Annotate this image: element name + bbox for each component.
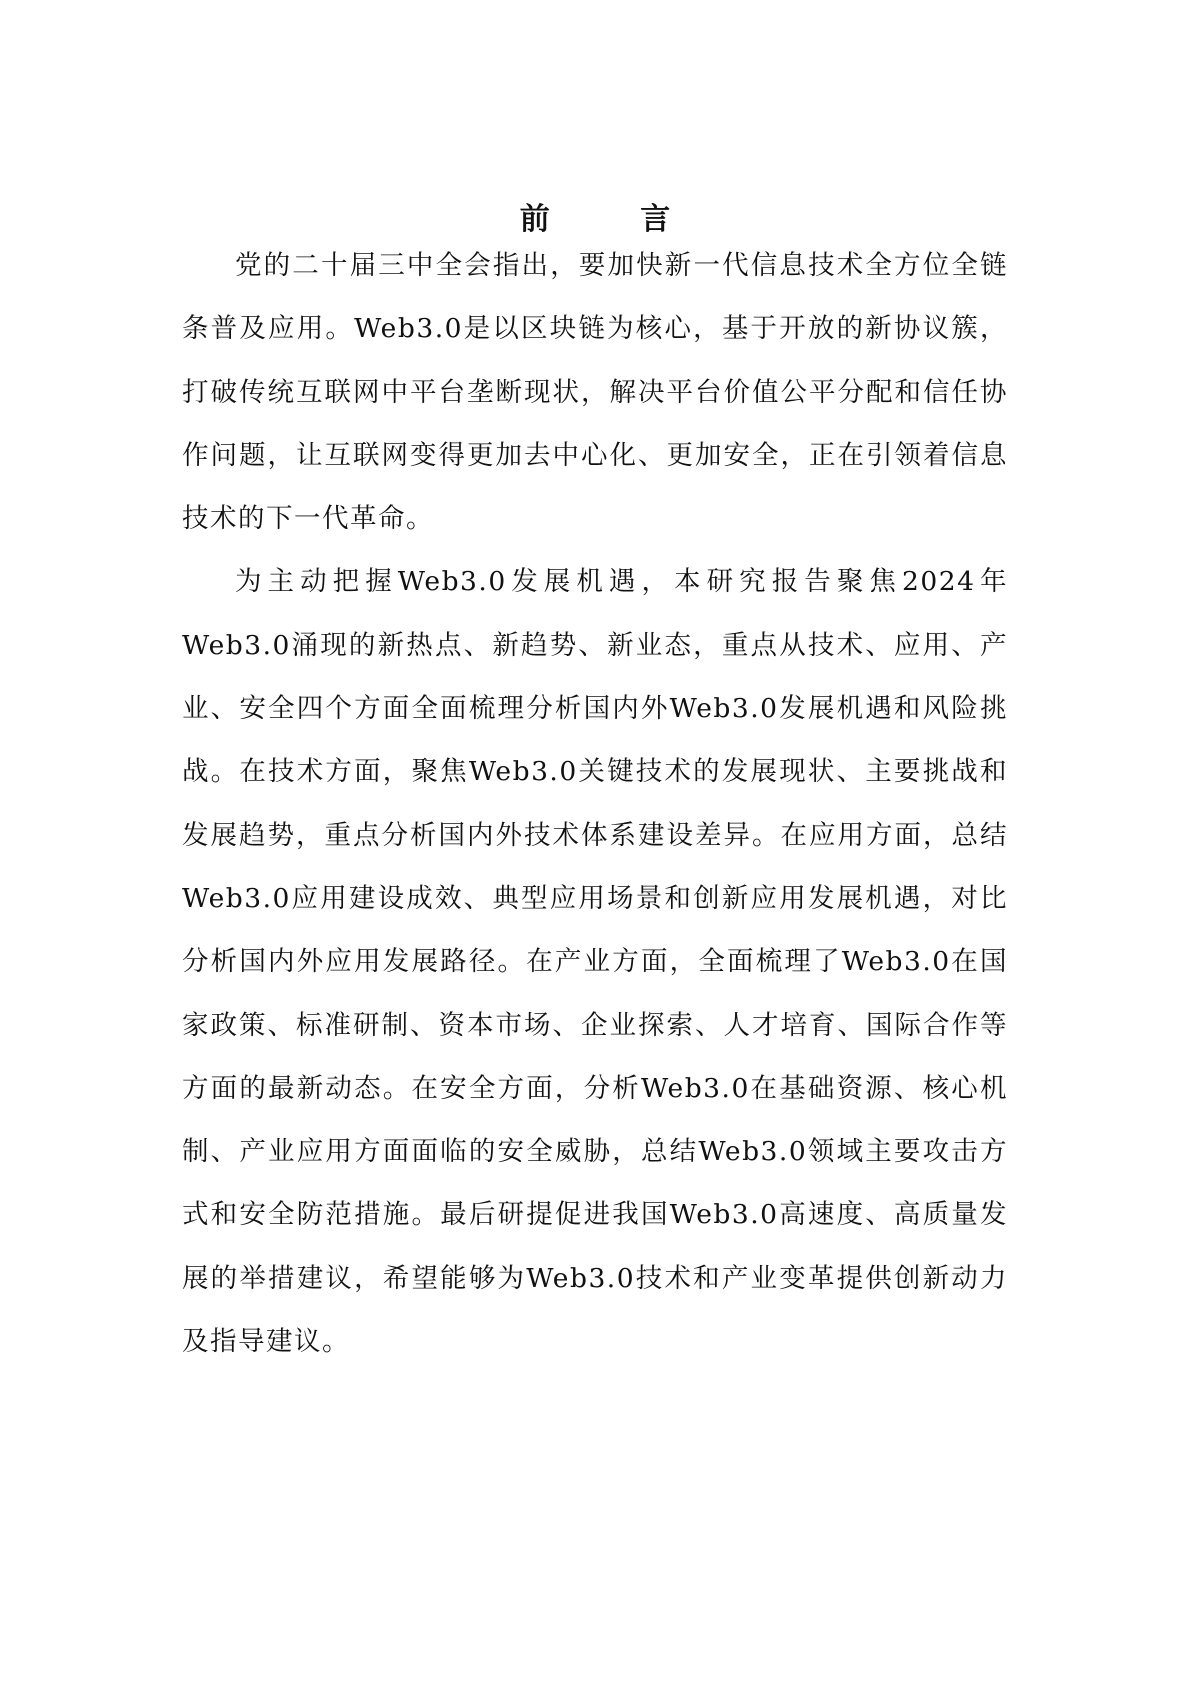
paragraph-1: 党的二十届三中全会指出，要加快新一代信息技术全方位全链条普及应用。Web3.0是以区块链为核心，基于开放的新协议簇，打破传统互联网中平台垄断现状，解决平台价值公平分配和信任协作问题，让互联网变得更加去中心化、更加安全，正在引领着信息技术的下一代革命。 bbox=[182, 250, 1008, 535]
body-text bbox=[182, 234, 1008, 1373]
page-title: 前 言 bbox=[519, 202, 711, 238]
paragraph-2: 为主动把握Web3.0发展机遇，本研究报告聚焦2024年Web3.0涌现的新热点、新趋势、新业态，重点从技术、应用、产业、安全四个方面全面梳理分析国内外Web3.0发展机遇和风险挑战。在技术方面，聚焦Web3.0关键技术的发展现状、主要挑战和发展趋势，重点分析国内外技术体系建设差异。在应用方面，总结Web3.0应用建设成效、典型应用场景和创新应用发展机遇，对比分析国内外应用发展路径。在产业方面，全面梳理了Web3.0在国家政策、标准研制、资本市场、企业探索、人才培育、国际合作等方面的最新动态。在安全方面，分析Web3.0在基础资源、核心机制、产业应用方面面临的安全威胁，总结Web3.0领域主要攻击方式和安全防范措施。最后研提促进我国Web3.0高速度、高质量发展的举措建议，希望能够为Web3.0技术和产业变革提供创新动力及指导建议。 bbox=[182, 566, 1008, 1358]
